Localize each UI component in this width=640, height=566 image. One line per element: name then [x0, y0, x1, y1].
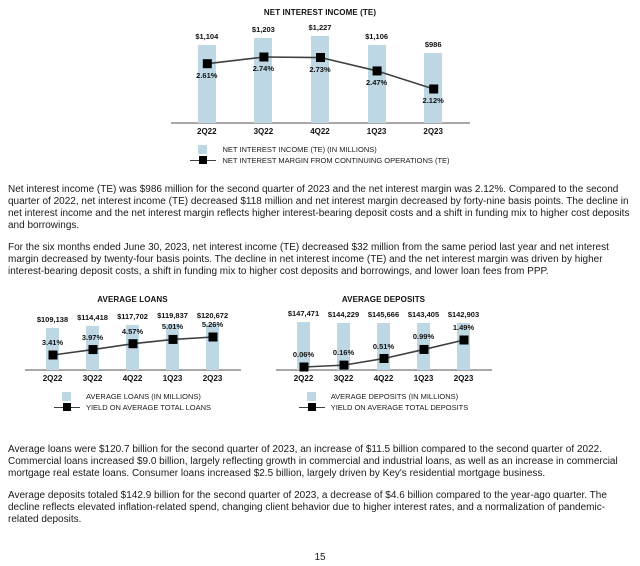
line-value-label: 3.41% — [41, 338, 64, 347]
loans-deposits-charts-row — [0, 295, 640, 412]
page-number: 15 — [314, 552, 326, 563]
x-axis-label: 4Q22 — [310, 127, 330, 136]
legend-line-marker-icon — [190, 156, 216, 165]
average-loans-chart — [30, 295, 235, 412]
x-axis-label: 4Q22 — [373, 374, 394, 383]
line-value-label: 0.99% — [412, 332, 435, 342]
bar-value-label: $1,104 — [195, 32, 219, 41]
line-value-label: 2.12% — [422, 96, 444, 105]
line-series — [284, 305, 484, 370]
paragraph-average-loans: Average loans were $120.7 billion for the second quarter of 2023, an increase of $11.5 billion compared to the second quarter of 2022. Commercial loans increased $9.0 billion, largely reflecting growth in commercial and industrial loans, as well as an increase in commercial mortgage real estate loans. Consumer loans increased $2.5 billion, largely driven by Key's residential mortgage business. — [8, 444, 618, 479]
x-axis-labels — [179, 127, 462, 137]
line-value-label: 0.06% — [292, 350, 315, 359]
line-value-label: 0.51% — [372, 341, 395, 351]
bar-value-label: $1,227 — [308, 23, 332, 32]
bar-value-label: $120,672 — [196, 311, 229, 320]
body-text-lower — [8, 444, 632, 563]
bar-value-label: $114,418 — [77, 313, 108, 322]
line-marker — [128, 339, 137, 348]
line-series — [33, 305, 233, 370]
x-axis-label: 2Q22 — [42, 374, 63, 383]
legend-row — [299, 403, 469, 413]
x-axis-label: 2Q23 — [423, 127, 443, 136]
line-marker — [168, 335, 177, 344]
report-page — [0, 8, 640, 563]
bar-value-label: $1,106 — [365, 32, 389, 41]
body-text — [8, 184, 632, 278]
x-axis-label: 2Q22 — [293, 374, 314, 383]
x-axis-label: 2Q23 — [202, 374, 223, 383]
chart-title: AVERAGE LOANS — [97, 295, 168, 304]
line-value-label: 3.97% — [81, 332, 104, 342]
legend-row — [190, 156, 449, 166]
bar-value-label: $144,229 — [327, 310, 360, 319]
line-marker — [88, 345, 97, 354]
bar-value-label: $143,405 — [407, 310, 440, 319]
bar-swatch — [62, 392, 71, 401]
line-value-label: 4.57% — [121, 326, 144, 336]
chart-legend — [190, 145, 449, 165]
net-interest-income-chart — [170, 8, 470, 165]
line-marker — [48, 351, 57, 360]
line-marker — [339, 361, 348, 370]
x-axis-label: 1Q23 — [162, 374, 183, 383]
line-marker — [259, 53, 268, 62]
bar-value-label: $119,837 — [157, 311, 188, 320]
legend-marker — [63, 403, 71, 411]
paragraph-net-interest-income-quarter: Net interest income (TE) was $986 million for the second quarter of 2023 and the net interest margin was 2.12%. Compared to the second quarter of 2022, net interest income (TE) decreased $118 million and net interest margin decreased by forty-nine basis points. The decline in net interest income and the net interest margin reflects higher interest-bearing deposit costs and a shift in funding mix to higher cost deposits and borrowings. — [8, 184, 630, 231]
legend-marker — [308, 403, 316, 411]
x-axis-label: 3Q22 — [82, 374, 103, 383]
line-value-label: 2.74% — [252, 64, 275, 73]
line-marker — [208, 333, 217, 342]
chart-plot-area — [284, 305, 484, 370]
paragraph-net-interest-income-ytd: For the six months ended June 30, 2023, net interest income (TE) decreased $32 million from the same period last year and net interest margin decreased by twenty-four basis points. The decline in net interest income (TE) and the net interest margin was driven by higher interest-bearing deposit costs, a shift in funding mix to higher cost deposits and borrowings, and lower loan fees from PPP. — [8, 242, 609, 277]
line-value-label: 5.26% — [201, 320, 224, 329]
legend-label: NET INTEREST INCOME (TE) (IN MILLIONS) — [222, 145, 377, 154]
line-marker — [379, 354, 388, 363]
bar-value-label: $145,666 — [367, 310, 400, 319]
legend-label: AVERAGE LOANS (IN MILLIONS) — [85, 392, 201, 401]
chart-title: AVERAGE DEPOSITS — [341, 295, 426, 304]
line-value-label: 2.73% — [309, 64, 331, 74]
x-axis-labels — [33, 374, 233, 384]
line-value-label: 5.01% — [161, 322, 184, 332]
legend-line-marker-icon — [299, 403, 325, 412]
line-series — [179, 18, 462, 123]
line-value-label: 0.16% — [332, 348, 355, 358]
legend-label: NET INTEREST MARGIN FROM CONTINUING OPERATIONS (TE) — [222, 155, 450, 165]
x-axis-label: 3Q22 — [253, 127, 274, 136]
bar-swatch — [198, 145, 207, 154]
chart-legend — [299, 392, 469, 412]
legend-marker — [199, 156, 207, 164]
line-marker — [429, 85, 438, 94]
x-axis-label: 2Q23 — [453, 374, 474, 383]
chart-plot-area — [179, 18, 462, 123]
bar-value-label: $986 — [424, 40, 442, 49]
line-marker — [419, 345, 428, 354]
line-value-label: 2.61% — [196, 70, 218, 80]
paragraph-average-deposits: Average deposits totaled $142.9 billion for the second quarter of 2023, a decrease of $4.6 billion compared to the year-ago quarter. The decline reflects elevated inflation-related spend, changing client behavior due to higher interest rates, and a normalization of pandemic-related deposits. — [8, 490, 607, 525]
line-value-label: 2.47% — [365, 77, 388, 87]
x-axis-label: 2Q22 — [197, 127, 217, 136]
bar-value-label: $1,203 — [251, 25, 275, 34]
x-axis-label: 1Q23 — [366, 127, 387, 136]
legend-row — [54, 403, 211, 413]
chart-plot-area — [33, 305, 233, 370]
bar-swatch — [307, 392, 316, 401]
x-axis-label: 1Q23 — [413, 374, 434, 383]
bar-value-label: $142,903 — [447, 310, 480, 319]
x-axis-label: 3Q22 — [333, 374, 354, 383]
legend-row — [54, 392, 211, 402]
legend-row — [190, 145, 449, 155]
bar-value-label: $117,702 — [117, 312, 148, 321]
line-marker — [316, 53, 325, 62]
legend-bar-swatch-icon — [54, 392, 80, 401]
legend-label: YIELD ON AVERAGE TOTAL DEPOSITS — [330, 402, 469, 412]
chart-legend — [54, 392, 211, 412]
legend-label: YIELD ON AVERAGE TOTAL LOANS — [85, 402, 212, 412]
line-marker — [372, 66, 381, 75]
line-marker — [459, 336, 468, 345]
line-value-label: 1.49% — [452, 323, 475, 332]
legend-bar-swatch-icon — [299, 392, 325, 401]
line-marker — [299, 363, 308, 372]
x-axis-labels — [284, 374, 484, 384]
chart-title: NET INTEREST INCOME (TE) — [263, 8, 377, 17]
legend-bar-swatch-icon — [190, 145, 216, 154]
line-marker — [202, 59, 211, 68]
legend-line-marker-icon — [54, 403, 80, 412]
bar-value-label: $147,471 — [287, 309, 320, 318]
x-axis-label: 4Q22 — [122, 374, 143, 383]
legend-row — [299, 392, 469, 402]
average-deposits-chart — [281, 295, 486, 412]
legend-label: AVERAGE DEPOSITS (IN MILLIONS) — [330, 392, 459, 401]
bar-value-label: $109,138 — [36, 315, 69, 324]
